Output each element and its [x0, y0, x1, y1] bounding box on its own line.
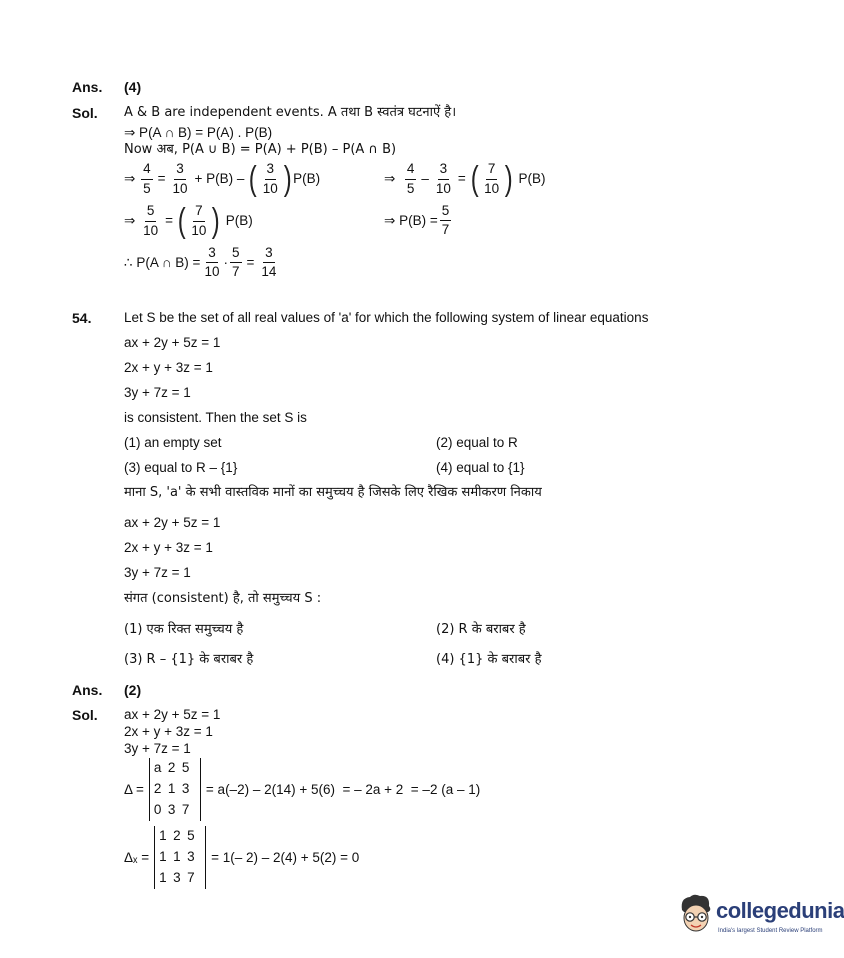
question-text: Let S be the set of all real values of 'a' for which the following system of linear equations	[124, 310, 649, 325]
option-1-hindi: (1) एक रिक्त समुच्चय है	[124, 622, 244, 637]
option-3-hindi: (3) R – {1} के बराबर है	[124, 652, 254, 667]
mascot-icon	[676, 892, 716, 942]
deltax-equation: Δₓ = 1 2 5 1 1 3 1 3 7 = 1(– 2) – 2(4) + 5(2) = 0	[124, 826, 359, 889]
equation-5: ∴ P(A ∩ B) = $\frac{3}{10}$ · $\frac{5}{7}$ = $\frac{3}{14}$	[124, 245, 277, 280]
equation-line: 3y + 7z = 1	[124, 385, 191, 400]
equation-line: ax + 2y + 5z = 1	[124, 707, 221, 722]
determinant: 1 2 5 1 1 3 1 3 7	[154, 826, 206, 889]
option-4: (4) equal to {1}	[436, 460, 525, 475]
equation-4: ⇒ P(B) = $\frac{5}{7}$	[384, 203, 450, 238]
sol-line-1: A & B are independent events. A तथा B स्वतंत्र घटनाऐं है।	[124, 105, 457, 120]
sol-label: Sol.	[72, 105, 98, 121]
sol-line-2: ⇒ P(A ∩ B) = P(A) . P(B)	[124, 125, 273, 140]
question-text: is consistent. Then the set S is	[124, 410, 307, 425]
sol-line-3: Now अब, P(A ∪ B) = P(A) + P(B) – P(A ∩ B)	[124, 142, 397, 157]
ans-value: (4)	[124, 79, 142, 95]
collegedunia-logo[interactable]	[676, 890, 844, 950]
fraction: $\frac{3}{10}$	[172, 161, 188, 196]
equation-3: ⇒ $\frac{5}{10}$ = ( $\frac{7}{10}$ ) P(B)	[124, 202, 253, 240]
equation-line: ax + 2y + 5z = 1	[124, 515, 221, 530]
fraction: $\frac{4}{5}$	[143, 161, 151, 196]
equation-line: 2x + y + 3z = 1	[124, 724, 213, 739]
logo-wordmark: collegedunia	[716, 898, 844, 923]
equation-2: ⇒ $\frac{4}{5}$ – $\frac{3}{10}$ = ( $\frac{7}{10}$ ) P(B)	[384, 160, 546, 198]
determinant: a 2 5 2 1 3 0 3 7	[149, 758, 201, 821]
ans-value: (2)	[124, 682, 142, 698]
equation-line: ax + 2y + 5z = 1	[124, 335, 221, 350]
equation-line: 2x + y + 3z = 1	[124, 360, 213, 375]
sol-label: Sol.	[72, 707, 98, 723]
ans-label: Ans.	[72, 79, 103, 95]
option-3: (3) equal to R – {1}	[124, 460, 238, 475]
implies-symbol: ⇒	[124, 171, 136, 187]
option-2-hindi: (2) R के बराबर है	[436, 622, 526, 637]
option-1: (1) an empty set	[124, 435, 222, 450]
equation-1: ⇒ $\frac{4}{5}$ = $\frac{3}{10}$ + P(B) – ( $\frac{3}{10}$ ) P(B)	[124, 160, 321, 198]
question-number: 54.	[72, 310, 92, 326]
logo-tagline: India's largest Student Review Platform	[718, 928, 823, 934]
implies-symbol: ⇒	[384, 171, 396, 187]
delta-equation: Δ = a 2 5 2 1 3 0 3 7 = a(–2) – 2(14) + 5(6) = – 2a + 2 = –2 (a – 1)	[124, 758, 480, 821]
option-2: (2) equal to R	[436, 435, 518, 450]
equation-line: 2x + y + 3z = 1	[124, 540, 213, 555]
question-text-hindi: माना S, 'a' के सभी वास्तविक मानों का समुच्चय है जिसके लिए रैखिक समीकरण निकाय	[124, 485, 542, 500]
ans-label: Ans.	[72, 682, 103, 698]
option-4-hindi: (4) {1} के बराबर है	[436, 652, 542, 667]
question-text-hindi: संगत (consistent) है, तो समुच्चय S :	[124, 591, 322, 606]
equation-line: 3y + 7z = 1	[124, 741, 191, 756]
equation-line: 3y + 7z = 1	[124, 565, 191, 580]
